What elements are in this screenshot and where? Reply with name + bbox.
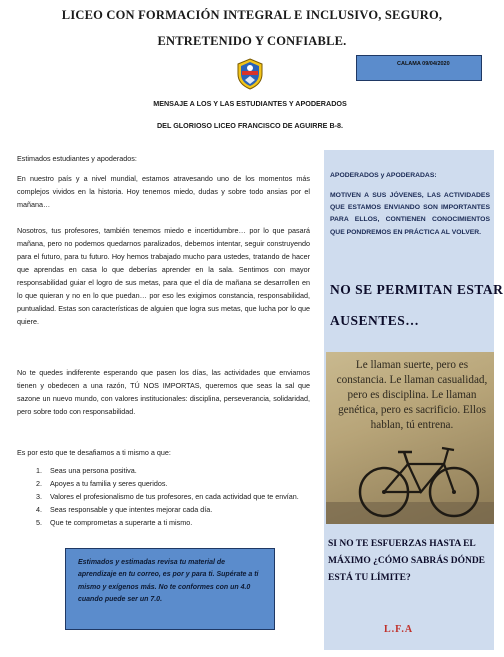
school-crest-logo bbox=[236, 58, 264, 90]
sidebar-text: MOTIVEN A SUS JÓVENES, LAS ACTIVIDADES QUE ESTAMOS ENVIANDO SON IMPORTANTES PARA ELLOS, CONTIENEN CONOCIMIENTOS QUE PONDREMOS EN PRÁCTICA AL VOLVER. bbox=[330, 192, 490, 236]
bicycle-icon bbox=[326, 352, 494, 524]
challenge-list bbox=[36, 464, 308, 529]
signature-initials: L.F.A bbox=[384, 624, 414, 635]
list-item-text: Seas responsable y que intentes mejorar cada día. bbox=[50, 505, 213, 514]
sidebar-callout-line2: AUSENTES… bbox=[330, 313, 420, 328]
list-item-text: Valores el profesionalismo de tus profesores, en cada actividad que te envían. bbox=[50, 492, 299, 501]
letter-paragraph-2: Nosotros, tus profesores, también tenemos miedo e incertidumbre… por lo que pasará mañana, pero no podemos quedarnos paralizados, debemos intentar, seguir construyendo para el futuro, para tu futuro. Hoy hemos trabajado mucho para ustedes, tratando de hacer que aprendas en casa lo que deberías aprender en la sala. Sentimos con mayor responsabilidad guiar el logro de sus metas, para que el día de mañana se desarrollen en lo que quieran y no en lo que puedan… por eso les exigimos constancia, responsabilidad, puntualidad. Estas son características de alguien que logra sus metas, que lucha por lo que quiere. bbox=[17, 226, 310, 326]
list-item-number: 5. bbox=[36, 518, 42, 527]
list-item-number: 3. bbox=[36, 492, 42, 501]
page-title-line2: ENTRETENIDO Y CONFIABLE. bbox=[157, 34, 347, 48]
sidebar-question: SI NO TE ESFUERZAS HASTA EL MÁXIMO ¿CÓMO SABRÁS DÓNDE ESTÁ TU LÍMITE? bbox=[328, 539, 486, 583]
list-item-text: Seas una persona positiva. bbox=[50, 466, 137, 475]
motivational-bicycle-image bbox=[326, 352, 494, 524]
list-item bbox=[36, 503, 308, 516]
letter-paragraph-3: No te quedes indiferente esperando que pasen los días, las actividades que enviamos tienen y obedecen a una razón, TÚ NOS IMPORTAS, queremos que seas la sal que sazone un nuevo mundo, con valores institucionales: disciplina, perseverancia, solidaridad, pero sobre todo con responsabilidad. bbox=[17, 368, 310, 416]
sidebar-heading: APODERADOS y APODERADAS: bbox=[330, 172, 437, 179]
subtitle-line2: DEL GLORIOSO LICEO FRANCISCO DE AGUIRRE B-8. bbox=[156, 121, 344, 130]
list-item bbox=[36, 516, 308, 529]
list-item-number: 1. bbox=[36, 466, 42, 475]
subtitle-line1: MENSAJE A LOS Y LAS ESTUDIANTES Y APODERADOS bbox=[153, 99, 347, 108]
list-item bbox=[36, 477, 308, 490]
page-title-line1: LICEO CON FORMACIÓN INTEGRAL E INCLUSIVO, SEGURO, bbox=[61, 8, 443, 22]
sidebar-callout-line1: NO SE PERMITAN ESTAR bbox=[330, 282, 504, 297]
letter-greeting: Estimados estudiantes y apoderados: bbox=[17, 154, 137, 163]
list-item-number: 2. bbox=[36, 479, 42, 488]
list-item-text: Que te comprometas a superarte a ti mismo. bbox=[50, 518, 193, 527]
study-note-box bbox=[65, 548, 275, 630]
list-item-number: 4. bbox=[36, 505, 42, 514]
date-stamp-box bbox=[356, 55, 482, 81]
letter-paragraph-1: En nuestro país y a nivel mundial, estamos atravesando uno de los momentos más complejos vividos en la historia. Hoy tenemos miedo, dudas y sobre todo ansias por el mañana… bbox=[17, 174, 310, 209]
date-stamp: CALAMA 09/04/2020 bbox=[397, 61, 450, 67]
study-note-text: Estimados y estimadas revisa tu material de aprendizaje en tu correo, es por y para ti. Supérate a ti mismo y exígenos más. No te conformes con un 4.0 cuando puede ser un 7.0. bbox=[78, 559, 259, 603]
motivational-quote: Le llaman suerte, pero es constancia. Le llaman casualidad, pero es disciplina. Le llaman genética, pero es sacrificio. Ellos hablan, tú entrena. bbox=[336, 359, 488, 431]
challenge-intro: Es por esto que te desafiamos a ti mismo a que: bbox=[17, 448, 171, 457]
list-item-text: Apoyes a tu familia y seres queridos. bbox=[50, 479, 168, 488]
list-item bbox=[36, 490, 308, 503]
list-item bbox=[36, 464, 308, 477]
